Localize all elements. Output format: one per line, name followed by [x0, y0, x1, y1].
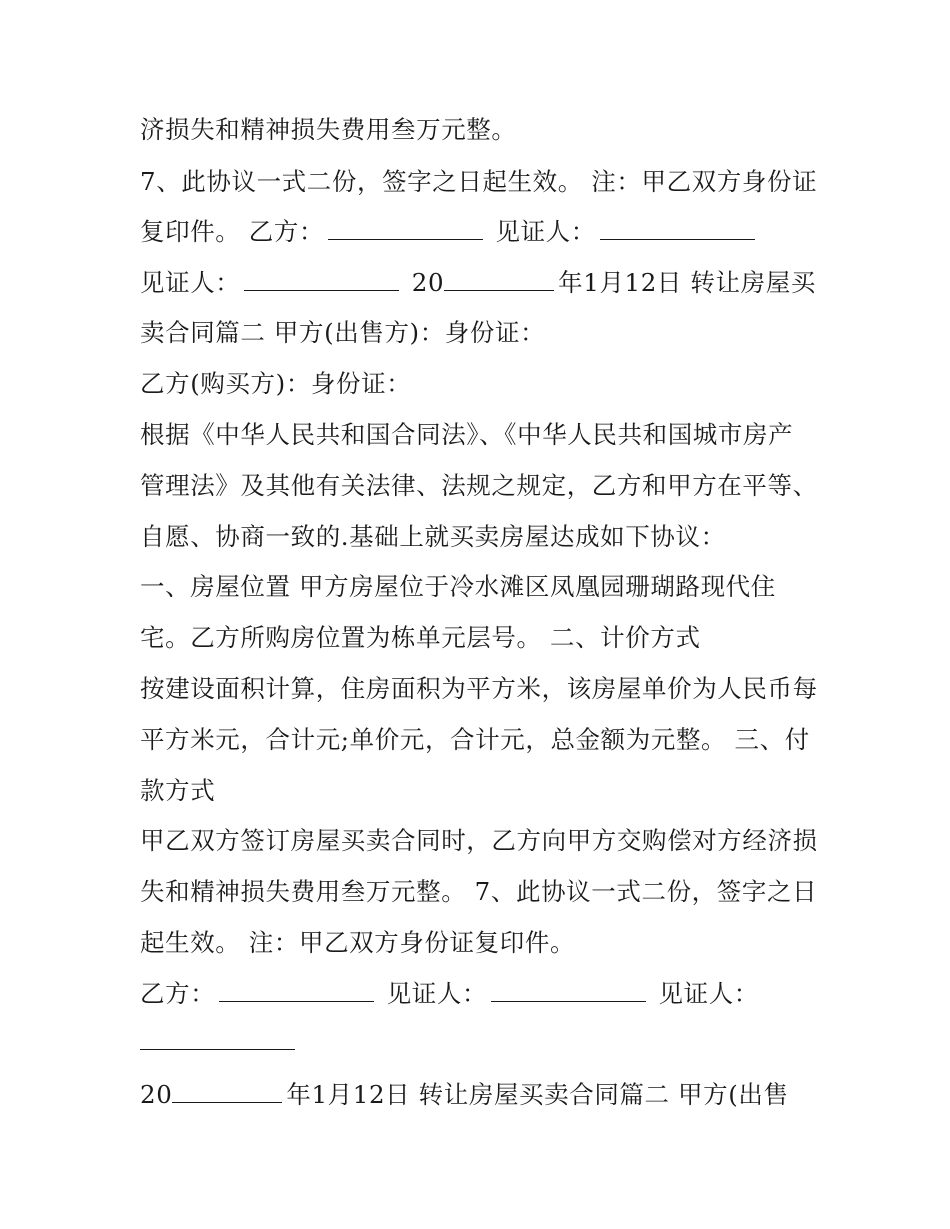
text-segment: 复印件。 乙方：: [140, 217, 325, 246]
text-line: [140, 1078, 789, 1112]
signature-blank: [140, 1027, 295, 1050]
text-line: [140, 1025, 299, 1059]
text-line: 管理法》及其他有关法律、法规之规定，乙方和甲方在平等、: [140, 471, 818, 500]
text-line: 起生效。 注：甲乙双方身份证复印件。: [140, 928, 576, 957]
signature-blank: [328, 217, 483, 240]
text-line: 乙方(购买方)：身份证：: [140, 369, 412, 398]
text-line: 按建设面积计算，住房面积为平方米，该房屋单价为人民币每: [140, 674, 818, 703]
text-line: 平方米元，合计元;单价元，合计元，总金额为元整。 三、付: [140, 725, 810, 754]
text-line: 济损失和精神损失费用叁万元整。: [140, 115, 517, 144]
text-segment: 年1月12日 转让房屋买卖合同篇二 甲方(出售: [286, 1080, 789, 1109]
text-line: 甲乙双方签订房屋买卖合同时，乙方向甲方交购偿对方经济损: [140, 826, 818, 855]
text-line: 卖合同篇二 甲方(出售方)：身份证：: [140, 318, 546, 347]
text-segment: 见证人：: [140, 268, 241, 297]
text-segment: 见证人：: [378, 979, 488, 1008]
text-segment: 见证人：: [487, 217, 596, 246]
text-line: 一、房屋位置 甲方房屋位于冷水滩区凤凰园珊瑚路现代住: [140, 572, 776, 601]
signature-blank: [600, 217, 755, 240]
text-segment: 乙方：: [140, 979, 216, 1008]
text-line: 7、此协议一式二份，签字之日起生效。 注：甲乙双方身份证: [140, 167, 818, 196]
signature-blank: [219, 979, 374, 1002]
text-line: [140, 215, 759, 249]
text-segment: 20: [403, 268, 445, 297]
text-segment: 20: [140, 1080, 173, 1109]
text-line: [140, 977, 759, 1011]
text-line: 宅。乙方所购房位置为栋单元层号。 二、计价方式: [140, 623, 701, 652]
year-blank: [172, 1080, 282, 1103]
text-line: 款方式: [140, 776, 216, 805]
signature-blank: [244, 268, 399, 291]
text-segment: 年1月12日 转让房屋买: [558, 268, 816, 297]
year-blank: [444, 268, 554, 291]
text-line: 自愿、协商一致的.基础上就买卖房屋达成如下协议：: [140, 522, 726, 551]
text-line: 根据《中华人民共和国合同法》、《中华人民共和国城市房产: [140, 420, 794, 449]
text-segment: 见证人：: [650, 979, 759, 1008]
signature-blank: [491, 979, 646, 1002]
text-line: 失和精神损失费用叁万元整。 7、此协议一式二份，签字之日: [140, 877, 818, 906]
text-line: [140, 266, 816, 300]
